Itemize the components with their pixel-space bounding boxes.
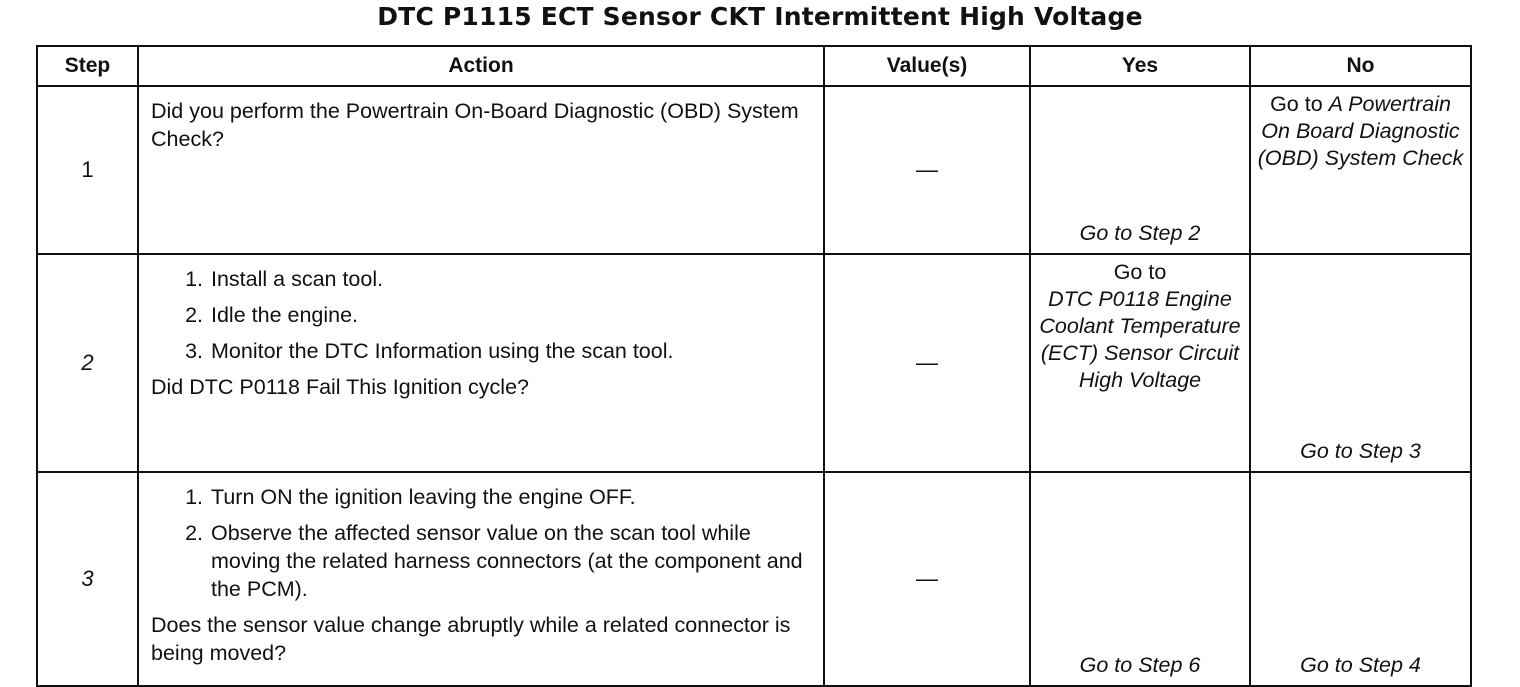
action-cell	[138, 472, 824, 686]
header-step: Step	[37, 46, 138, 86]
header-no: No	[1250, 46, 1471, 86]
step-number: 1	[37, 86, 138, 254]
yes-cell	[1030, 254, 1250, 472]
value-cell: —	[824, 254, 1030, 472]
table-row	[37, 86, 1471, 254]
header-values: Value(s)	[824, 46, 1030, 86]
list-item: 3. Monitor the DTC Information using the scan tool.	[209, 337, 811, 365]
list-item: 2. Observe the affected sensor value on the scan tool while moving the related harness connectors (at the component and the PCM).	[209, 519, 811, 603]
action-cell	[138, 86, 824, 254]
header-yes: Yes	[1030, 46, 1250, 86]
value-cell: —	[824, 472, 1030, 686]
header-row	[37, 46, 1471, 86]
action-question: Does the sensor value change abruptly while a related connector is being moved?	[151, 613, 791, 665]
yes-cell: Go to Step 6	[1030, 472, 1250, 686]
list-item: 2. Idle the engine.	[209, 301, 811, 329]
header-action: Action	[138, 46, 824, 86]
value-cell: —	[824, 86, 1030, 254]
table-row	[37, 254, 1471, 472]
no-prefix: Go to	[1270, 92, 1329, 116]
list-item: 1. Turn ON the ignition leaving the engine OFF.	[209, 483, 811, 511]
page-title: DTC P1115 ECT Sensor CKT Intermittent High Voltage	[377, 2, 1143, 31]
action-steps-list	[151, 483, 811, 603]
no-cell: Go to Step 3	[1250, 254, 1471, 472]
no-link-text: A Powertrain On Board Diagnostic (OBD) System Check	[1257, 92, 1464, 170]
table-row	[37, 472, 1471, 686]
yes-cell: Go to Step 2	[1030, 86, 1250, 254]
no-cell	[1250, 86, 1471, 254]
yes-prefix: Go to	[1113, 260, 1167, 284]
yes-link-text: DTC P0118 Engine Coolant Temperature (ECT) Sensor Circuit High Voltage	[1039, 287, 1241, 392]
list-item: 1. Install a scan tool.	[209, 265, 811, 293]
action-cell	[138, 254, 824, 472]
diagnostic-table	[36, 45, 1472, 687]
no-cell: Go to Step 4	[1250, 472, 1471, 686]
action-steps-list	[151, 265, 811, 365]
action-question: Did DTC P0118 Fail This Ignition cycle?	[151, 375, 530, 399]
step-number: 2	[37, 254, 138, 472]
action-question: Did you perform the Powertrain On-Board Diagnostic (OBD) System Check?	[151, 99, 799, 151]
step-number: 3	[37, 472, 138, 686]
